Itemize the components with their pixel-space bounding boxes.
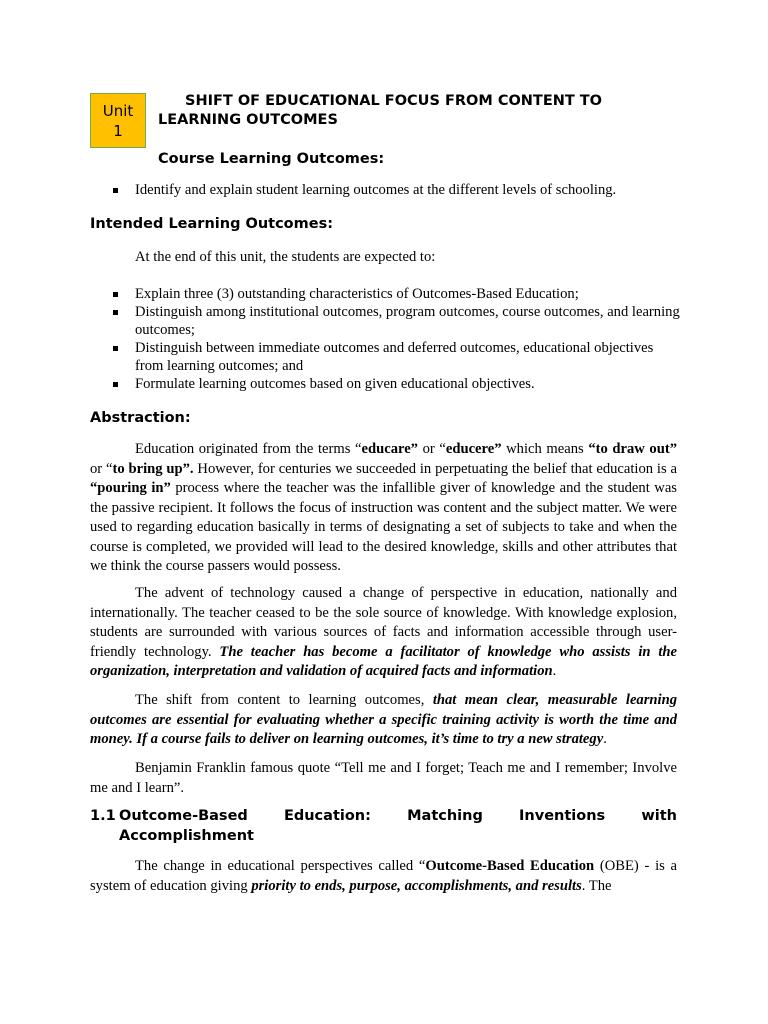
section-1-1-paragraph-1: The change in educational perspectives called “Outcome-Based Education (OBE) - is a system of education giving priority to ends, purpose, accomplishments, and results. The <box>90 858 677 894</box>
section-title-word: with <box>641 808 677 824</box>
unit-badge <box>90 93 146 148</box>
section-1-1-heading <box>90 806 677 846</box>
intended-outcomes-intro: At the end of this unit, the students are expected to: <box>135 249 436 265</box>
section-number: 1.1 <box>90 808 116 824</box>
intended-outcomes-list <box>110 285 685 393</box>
abstraction-heading: Abstraction: <box>90 410 191 426</box>
abstraction-paragraph-2: The advent of technology caused a change of perspective in education, nationally and internationally. The teacher ceased to be the sole source of knowledge. With knowledge explosion, students are surrounded with various sources of facts and information accessible through user-friendly technology. The teacher has become a facilitator of knowledge who assists in the organization, interpretation and validation of acquired facts and information. <box>90 585 677 679</box>
list-item: Explain three (3) outstanding characteristics of Outcomes-Based Education; <box>110 285 685 303</box>
abstraction-paragraph-4: Benjamin Franklin famous quote “Tell me and I forget; Teach me and I remember; Involve me and I learn”. <box>90 760 677 796</box>
section-title-word: Matching <box>407 808 483 824</box>
unit-number: 1 <box>113 122 123 140</box>
list-item: Distinguish among institutional outcomes, program outcomes, course outcomes, and learning outcomes; <box>110 303 685 339</box>
intended-outcomes-heading: Intended Learning Outcomes: <box>90 216 334 232</box>
abstraction-paragraph-3: The shift from content to learning outcomes, that mean clear, measurable learning outcomes are essential for evaluating whether a specific training activity is worth the time and money. If a course fails to deliver on learning outcomes, it’s time to try a new strategy. <box>90 692 677 747</box>
course-outcomes-heading: Course Learning Outcomes: <box>158 151 385 167</box>
list-item: Formulate learning outcomes based on given educational objectives. <box>110 375 685 393</box>
page-title: SHIFT OF EDUCATIONAL FOCUS FROM CONTENT TO LEARNING OUTCOMES <box>158 93 603 128</box>
course-outcomes-list <box>110 181 685 201</box>
abstraction-paragraph-1: Education originated from the terms “educare” or “educere” which means “to draw out” or “to bring up”. However, for centuries we succeeded in perpetuating the belief that education is a “pouring in” process where the teacher was the infallible giver of knowledge and the student was the passive recipient. It follows the focus of instruction was content and the subject matter. We were used to regarding education basically in terms of designating a set of subjects to take and when the course is completed, we provided will lead to the desired knowledge, skills and other attributes that we think the course passers would possess. <box>90 441 677 574</box>
section-title-word: Education: <box>283 808 371 824</box>
unit-label: Unit <box>102 102 134 120</box>
section-title-word: Inventions <box>519 808 606 824</box>
section-title-word: Outcome-Based <box>119 808 248 824</box>
list-item: Identify and explain student learning outcomes at the different levels of schooling. <box>110 181 685 201</box>
list-item: Distinguish between immediate outcomes and deferred outcomes, educational objectives from learning outcomes; and <box>110 339 685 375</box>
section-title-line-2: Accomplishment <box>119 828 254 844</box>
